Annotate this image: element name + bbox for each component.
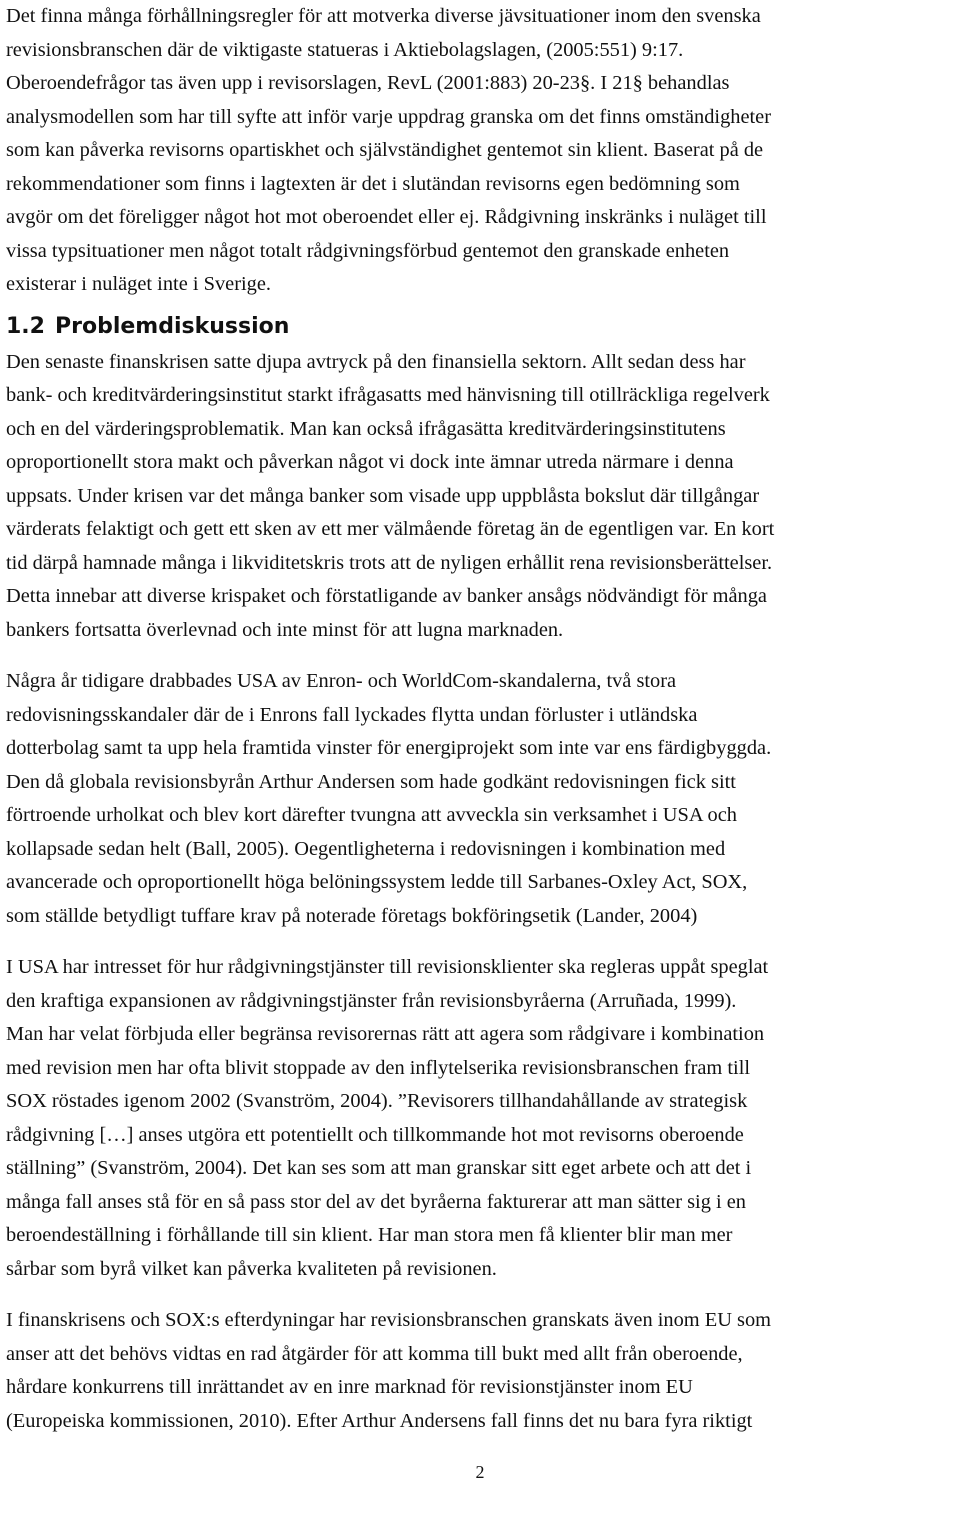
text-line: värderats felaktigt och gett ett sken av ett mer välmående företag än de egentligen var. En kort bbox=[6, 518, 775, 540]
text-line: Den då globala revisionsbyrån Arthur Andersen som hade godkänt redovisningen fick sitt bbox=[6, 770, 736, 793]
text-line: bankers fortsatta överlevnad och inte minst för att lugna marknaden. bbox=[6, 618, 564, 641]
paragraph-enron bbox=[6, 665, 956, 933]
text-line: kollapsade sedan helt (Ball, 2005). Oegentligheterna i redovisningen i kombination med bbox=[6, 837, 726, 860]
text-line: redovisningsskandaler där de i Enrons fall lyckades flytta undan förluster i utländska bbox=[6, 703, 698, 726]
text-line: som kan påverka revisorns opartiskhet och självständighet gentemot sin klient. Baserat på de bbox=[6, 139, 764, 161]
text-line: beroendeställning i förhållande till sin klient. Har man stora men få klienter blir man mer bbox=[6, 1224, 733, 1246]
text-line: revisionsbranschen där de viktigaste statueras i Aktiebolagslagen, (2005:551) 9:17. bbox=[6, 38, 684, 61]
text-line: rådgivning […] anses utgöra ett potentiellt och tillkommande hot mot revisorns oberoende bbox=[6, 1123, 744, 1146]
paragraph-gap bbox=[6, 647, 956, 665]
section-title: Problemdiskussion bbox=[54, 313, 290, 339]
text-line: förtroende urholkat och blev kort därefter tvungna att avveckla sin verksamhet i USA och bbox=[6, 804, 737, 826]
text-line: uppsats. Under krisen var det många banker som visade upp uppblåsta bokslut där tillgångar bbox=[6, 484, 760, 507]
text-line: existerar i nuläget inte i Sverige. bbox=[6, 273, 271, 295]
text-line: Man har velat förbjuda eller begränsa revisorernas rätt att agera som rådgivare i kombination bbox=[6, 1023, 765, 1045]
paragraph-financial-crisis bbox=[6, 346, 956, 648]
text-line: oproportionellt stora makt och påverkan något vi dock inte ämnar utreda närmare i denna bbox=[6, 451, 734, 473]
text-line: hårdare konkurrens till inrättandet av en inre marknad för revisionstjänster inom EU bbox=[6, 1376, 693, 1398]
text-line: dotterbolag samt ta upp hela framtida vinster för energiprojekt som inte var ens färdigbyggda. bbox=[6, 737, 772, 759]
text-line: anser att det behövs vidtas en rad åtgärder för att komma till bukt med allt från oberoende, bbox=[6, 1342, 743, 1365]
text-line: sårbar som byrå vilket kan påverka kvaliteten på revisionen. bbox=[6, 1257, 497, 1280]
paragraph-eu bbox=[6, 1304, 956, 1438]
text-line: Oberoendefrågor tas även upp i revisorslagen, RevL (2001:883) 20-23§. I 21§ behandlas bbox=[6, 72, 730, 94]
text-line: bank- och kreditvärderingsinstitut starkt ifrågasatts med hänvisning till otillräckliga regelverk bbox=[6, 384, 770, 406]
document-page bbox=[6, 0, 956, 1438]
text-line: Detta innebar att diverse krispaket och förstatligande av banker ansågs nödvändigt för många bbox=[6, 585, 767, 607]
intro-paragraph bbox=[6, 0, 956, 302]
text-line: Den senaste finanskrisen satte djupa avtryck på den finansiella sektorn. Allt sedan dess har bbox=[6, 350, 746, 373]
text-line: avgör om det föreligger något hot mot oberoendet eller ej. Rådgivning inskränks i nuläget till bbox=[6, 206, 767, 228]
text-line: med revision men har ofta blivit stoppade av den inflytelserika revisionsbranschen fram till bbox=[6, 1056, 751, 1079]
text-line: (Europeiska kommissionen, 2010). Efter Arthur Andersens fall finns det nu bara fyra riktigt bbox=[6, 1409, 753, 1432]
text-line: Det finna många förhållningsregler för att motverka diverse jävsituationer inom den svenska bbox=[6, 5, 761, 27]
text-line: I finanskrisens och SOX:s efterdyningar har revisionsbranschen granskats även inom EU som bbox=[6, 1309, 772, 1331]
text-line: vissa typsituationer men något totalt rådgivningsförbud gentemot den granskade enheten bbox=[6, 239, 730, 262]
text-line: många fall anses stå för en så pass stor del av det byråerna fakturerar att man sätter sig i en bbox=[6, 1190, 747, 1213]
text-line: Några år tidigare drabbades USA av Enron- och WorldCom-skandalerna, två stora bbox=[6, 670, 677, 692]
text-line: tid därpå hamnade många i likviditetskris trots att de nyligen erhållit rena revisionsberättelser. bbox=[6, 551, 773, 574]
text-line: analysmodellen som har till syfte att inför varje uppdrag granska om det finns omständigheter bbox=[6, 105, 772, 128]
paragraph-usa-advisory bbox=[6, 951, 956, 1286]
text-line: SOX röstades igenom 2002 (Svanström, 2004). ”Revisorers tillhandahållande av strategisk bbox=[6, 1090, 748, 1112]
section-number: 1.2 bbox=[6, 313, 45, 339]
text-line: som ställde betydligt tuffare krav på noterade företags bokföringsetik (Lander, 2004) bbox=[6, 904, 698, 927]
text-line: rekommendationer som finns i lagtexten är det i slutändan revisorns egen bedömning som bbox=[6, 172, 740, 195]
page-number: 2 bbox=[475, 1462, 485, 1482]
paragraph-gap bbox=[6, 1286, 956, 1304]
text-line: avancerade och oproportionellt höga belöningssystem ledde till Sarbanes-Oxley Act, SOX, bbox=[6, 871, 748, 893]
text-line: ställning” (Svanström, 2004). Det kan ses som att man granskar sitt eget arbete och att det i bbox=[6, 1157, 752, 1179]
section-heading bbox=[6, 308, 956, 346]
text-line: och en del värderingsproblematik. Man kan också ifrågasätta kreditvärderingsinstitutens bbox=[6, 417, 726, 440]
text-line: I USA har intresset för hur rådgivningstjänster till revisionsklienter ska regleras uppåt speglat bbox=[6, 956, 769, 978]
text-line: den kraftiga expansionen av rådgivningstjänster från revisionsbyråerna (Arruñada, 1999). bbox=[6, 989, 737, 1012]
paragraph-gap bbox=[6, 933, 956, 951]
